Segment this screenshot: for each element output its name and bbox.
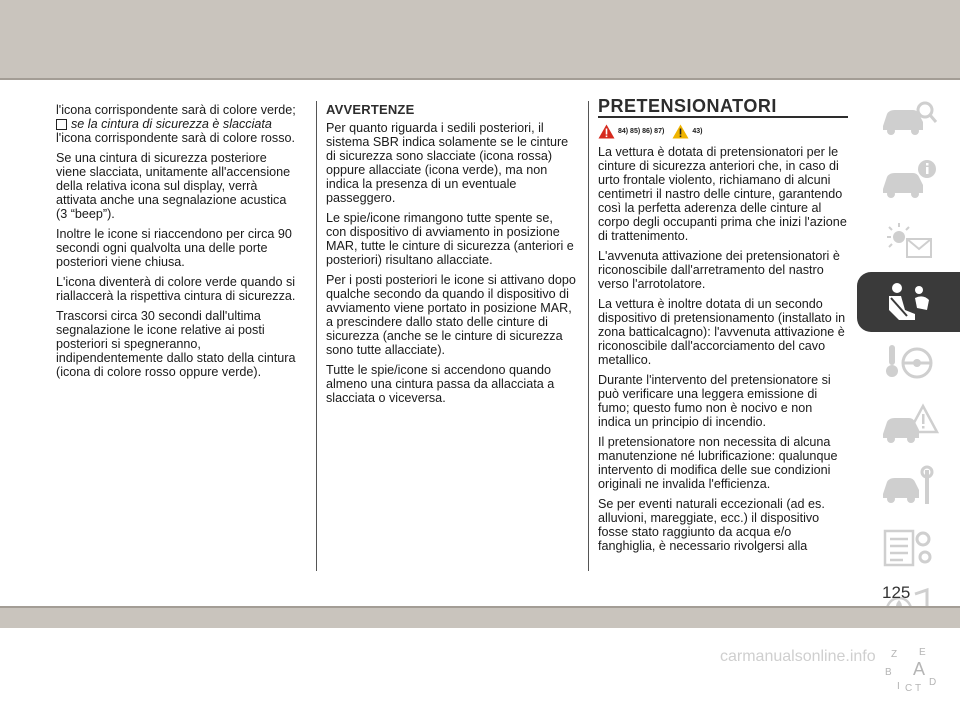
section-title: PRETENSIONATORI bbox=[598, 96, 777, 116]
watermark: carmanualsonline.info bbox=[720, 648, 876, 665]
column-1 bbox=[56, 103, 298, 385]
paragraph: Il pretensionatore non necessita di alcuna manutenzione né lubrificazione: qualunque intervento di modifica delle sue condizioni originali ne invalida l'efficienza. bbox=[598, 435, 838, 491]
paragraph: Inoltre le icone si riaccendono per circa 90 secondi ogni qualvolta una delle porte posteriori viene chiusa. bbox=[56, 227, 292, 269]
car-search-icon bbox=[879, 96, 939, 140]
danger-warning-icon bbox=[598, 124, 615, 139]
column-divider bbox=[588, 101, 589, 571]
paragraph: L'avvenuta attivazione dei pretensionatori è riconoscibile dall'arretramento del nastro verso l'arrotolatore. bbox=[598, 249, 840, 291]
column-2 bbox=[326, 103, 576, 411]
paragraph: Se una cintura di sicurezza posteriore viene slacciata, unitamente all'accensione della relativa icona sul display, verrà attivata anche una segnalazione acustica (3 “beep”). bbox=[56, 151, 291, 221]
footer-rule bbox=[0, 606, 960, 608]
index-letter: Z bbox=[890, 648, 897, 660]
starting-driving-icon bbox=[879, 341, 939, 385]
danger-reference-numbers: 84) 85) 86) 87) bbox=[618, 127, 665, 135]
header-band bbox=[0, 0, 960, 78]
paragraph: l'icona corrispondente sarà di colore rosso. bbox=[56, 131, 296, 145]
maintenance-icon bbox=[879, 464, 939, 508]
paragraph: Durante l'intervento del pretensionatore si può verificare una leggera emissione di fumo; questo fumo non è nocivo e non indica un principio di incendio. bbox=[598, 373, 831, 429]
paragraph: Se per eventi naturali eccezionali (ad es. alluvioni, mareggiate, ecc.) il dispositivo fosse stato raggiunto da acqua e/o fanghiglia, è necessario rivolgersi alla bbox=[598, 497, 825, 553]
index-letter: D bbox=[928, 676, 936, 688]
caution-reference-numbers: 43) bbox=[692, 127, 703, 135]
emergency-icon bbox=[879, 402, 939, 446]
column-3 bbox=[598, 96, 848, 559]
tab-starting-driving[interactable] bbox=[857, 333, 960, 393]
paragraph: Per i posti posteriori le icone si attivano dopo qualche secondo da quando il dispositivo di avviamento viene portato in posizione MAR, a prescindere dallo stato delle cinture di sicurezza (anche se le cinture di sicurezza sono tutte allacciate). bbox=[326, 273, 576, 357]
paragraph: La vettura è inoltre dotata di un secondo dispositivo di pretensionamento (installato in zona batticalcagno): l'avvenuta attivazione è riconoscibile dall'accorciamento del cavo metallico. bbox=[598, 297, 846, 367]
tab-knowing-vehicle[interactable] bbox=[857, 88, 960, 148]
page-number: 125 bbox=[882, 583, 911, 602]
warning-heading: AVVERTENZE bbox=[326, 102, 415, 117]
bullet-item bbox=[56, 117, 298, 131]
caution-warning-icon bbox=[672, 124, 689, 139]
paragraph: l'icona corrispondente sarà di colore verde; bbox=[56, 103, 296, 117]
index-letter: C bbox=[904, 682, 912, 694]
tab-safety[interactable] bbox=[857, 272, 960, 332]
paragraph: L'icona diventerà di colore verde quando si riallaccerà la rispettiva cintura di sicurezza. bbox=[56, 275, 296, 303]
tab-maintenance[interactable] bbox=[857, 456, 960, 516]
warning-lights-icon bbox=[879, 219, 939, 263]
tab-technical-data[interactable] bbox=[857, 517, 960, 577]
header-rule bbox=[0, 78, 960, 80]
tab-instrument-panel[interactable] bbox=[857, 149, 960, 209]
title-underline bbox=[598, 116, 848, 118]
bullet-label: se la cintura di sicurezza è slacciata bbox=[71, 117, 272, 131]
seat-safety-icon bbox=[879, 280, 939, 324]
paragraph: La vettura è dotata di pretensionatori per le cinture di sicurezza anteriori che, in caso di urto frontale violento, richiamano di alcuni centimetri il nastro delle cinture, garantendo così la perfetta aderenza delle cinture al corpo degli occupanti prima che inizi l'azione di trattenimento. bbox=[598, 145, 847, 243]
index-letter: T bbox=[914, 682, 921, 694]
paragraph: Trascorsi circa 30 secondi dall'ultima segnalazione le icone relative ai posti posteriori si spegneranno, indipendentemente dallo stato della cintura (icona di colore rosso oppure verde). bbox=[56, 309, 296, 379]
index-letter: B bbox=[884, 666, 892, 678]
index-icon bbox=[879, 645, 939, 695]
index-letter: A bbox=[912, 658, 925, 679]
tab-warning-lights[interactable] bbox=[857, 211, 960, 271]
warning-references bbox=[598, 124, 848, 139]
square-bullet-icon bbox=[56, 119, 67, 130]
tab-emergency[interactable] bbox=[857, 394, 960, 454]
paragraph: Per quanto riguarda i sedili posteriori, il sistema SBR indica solamente se le cinture di sicurezza sono slacciate (icona rossa) oppure allacciate (icona verde), ma non indica la presenza di un eventuale passeggero. bbox=[326, 121, 569, 205]
index-letter: E bbox=[918, 646, 926, 658]
car-info-icon bbox=[879, 157, 939, 201]
technical-data-icon bbox=[879, 525, 939, 569]
paragraph: Tutte le spie/icone si accendono quando almeno una cintura passa da allacciata a slacciata o viceversa. bbox=[326, 363, 555, 405]
footer-band bbox=[0, 606, 960, 628]
index-letter: I bbox=[896, 680, 900, 692]
paragraph: Le spie/icone rimangono tutte spente se, con dispositivo di avviamento in posizione MAR, tutte le cinture di sicurezza (anteriori e posteriori) risultano allacciate. bbox=[326, 211, 574, 267]
column-divider bbox=[316, 101, 317, 571]
